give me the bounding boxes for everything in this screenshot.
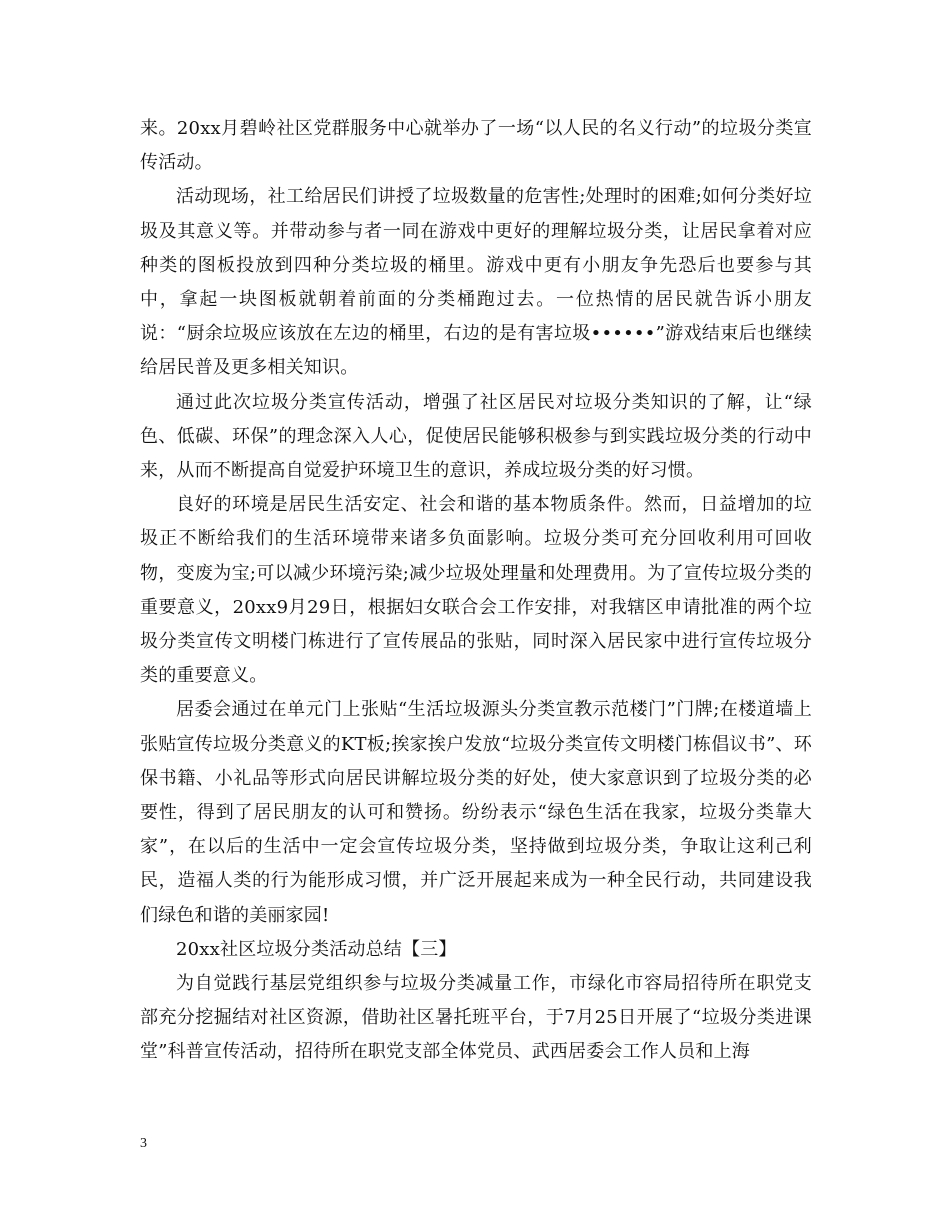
paragraph-4: 良好的环境是居民生活安定、社会和谐的基本物质条件。然而，日益增加的垃圾正不断给我们的生活环境带来诸多负面影响。垃圾分类可充分回收利用可回收物，变废为宝;可以减少环境污染;减少垃圾处理量和处理费用。为了宣传垃圾分类的重要意义，20xx9月29日，根据妇女联合会工作安排，对我辖区申请批准的两个垃圾分类宣传文明楼门栋进行了宣传展品的张贴，同时深入居民家中进行宣传垃圾分类的重要意义。 — [140, 494, 812, 687]
page-number: 3 — [140, 1136, 147, 1151]
paragraph-7: 为自觉践行基层党组织参与垃圾分类减量工作，市绿化市容局招待所在职党支部充分挖掘结对社区资源，借助社区暑托班平台，于7月25日开展了“垃圾分类进课堂”科普宣传活动，招待所在职党支部全体党员、武西居委会工作人员和上海 — [140, 973, 812, 1063]
paragraph-1: 来。20xx月碧岭社区党群服务中心就举办了一场“以人民的名义行动”的垃圾分类宣传活动。 — [140, 118, 812, 174]
paragraph-3: 通过此次垃圾分类宣传活动，增强了社区居民对垃圾分类知识的了解，让“绿色、低碳、环保”的理念深入人心，促使居民能够积极参与到实践垃圾分类的行动中来，从而不断提高自觉爱护环境卫生的意识，养成垃圾分类的好习惯。 — [140, 391, 812, 482]
document-body — [140, 112, 812, 1070]
paragraph-2: 活动现场，社工给居民们讲授了垃圾数量的危害性;处理时的困难;如何分类好垃圾及其意义等。并带动参与者一同在游戏中更好的理解垃圾分类，让居民拿着对应种类的图板投放到四种分类垃圾的桶里。游戏中更有小朋友争先恐后也要参与其中，拿起一块图板就朝着前面的分类桶跑过去。一位热情的居民就告诉小朋友说：“厨余垃圾应该放在左边的桶里，右边的是有害垃圾••••••”游戏结束后也继续给居民普及更多相关知识。 — [140, 186, 812, 379]
section-heading: 20xx社区垃圾分类活动总结【三】 — [176, 938, 457, 960]
paragraph-5: 居委会通过在单元门上张贴“生活垃圾源头分类宣教示范楼门”门牌;在楼道墙上张贴宣传垃圾分类意义的KT板;挨家挨户发放“垃圾分类宣传文明楼门栋倡议书”、环保书籍、小礼品等形式向居民讲解垃圾分类的好处，使大家意识到了垃圾分类的必要性，得到了居民朋友的认可和赞扬。纷纷表示“绿色生活在我家，垃圾分类靠大家”，在以后的生活中一定会宣传垃圾分类，坚持做到垃圾分类，争取让这利己利民，造福人类的行为能形成习惯，并广泛开展起来成为一种全民行动，共同建设我们绿色和谐的美丽家园! — [140, 699, 812, 926]
